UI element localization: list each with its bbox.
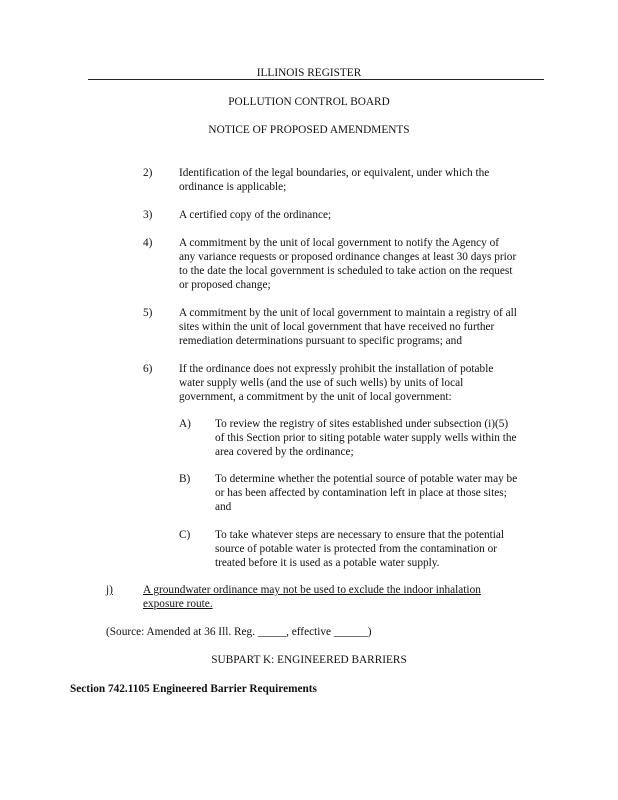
subitem-text-line: or has been affected by contamination left in place at those sites; <box>215 487 507 499</box>
subitem-text-line: To determine whether the potential source of potable water may be <box>215 473 518 485</box>
item-text-line: or proposed change; <box>179 279 271 291</box>
item-text-line: sites within the unit of local government that have received no further <box>179 321 495 333</box>
source-note: (Source: Amended at 36 Ill. Reg. _____, effective ______) <box>106 626 372 638</box>
item-text-line: A commitment by the unit of local government to maintain a registry of all <box>179 307 517 319</box>
item-number: 6) <box>143 363 153 375</box>
subitem-number: B) <box>179 473 191 485</box>
item-number: 2) <box>143 167 153 179</box>
subpart-heading: SUBPART K: ENGINEERED BARRIERS <box>211 654 407 666</box>
register-title: ILLINOIS REGISTER <box>256 67 362 79</box>
item-j-number: j) <box>106 584 113 596</box>
subitem-text-line: To take whatever steps are necessary to ensure that the potential <box>215 529 505 541</box>
item-j-text-line: A groundwater ordinance may not be used to exclude the indoor inhalation <box>143 584 481 596</box>
item-text-line: water supply wells (and the use of such wells) by units of local <box>179 377 464 389</box>
subitem-text-line: of this Section prior to siting potable water supply wells within the <box>215 432 517 444</box>
item-number: 3) <box>143 209 153 221</box>
notice-title: NOTICE OF PROPOSED AMENDMENTS <box>208 124 410 136</box>
subitem-text-line: To review the registry of sites established under subsection (i)(5) <box>215 418 509 430</box>
item-text-line: A certified copy of the ordinance; <box>179 209 332 221</box>
subitem-number: C) <box>179 529 191 541</box>
item-text-line: government, a commitment by the unit of local government: <box>179 391 452 403</box>
item-text-line: A commitment by the unit of local government to notify the Agency of <box>179 237 500 249</box>
item-text-line: If the ordinance does not expressly prohibit the installation of potable <box>179 363 494 375</box>
subitem-text-line: treated before it is used as a potable water supply. <box>215 557 440 569</box>
section-heading: Section 742.1105 Engineered Barrier Requirements <box>70 683 317 695</box>
subitem-text-line: source of potable water is protected from the contamination or <box>215 543 498 555</box>
subitem-text-line: and <box>215 501 232 513</box>
item-text-line: any variance requests or proposed ordinance changes at least 30 days prior <box>179 251 517 263</box>
item-text-line: remediation determinations pursuant to specific programs; and <box>179 335 462 347</box>
item-text-line: ordinance is applicable; <box>179 181 287 193</box>
item-number: 5) <box>143 307 153 319</box>
item-text-line: Identification of the legal boundaries, or equivalent, under which the <box>179 167 490 179</box>
header-rule <box>88 79 544 80</box>
item-number: 4) <box>143 237 153 249</box>
item-j-text-line: exposure route. <box>143 598 213 610</box>
subitem-text-line: area covered by the ordinance; <box>215 446 354 458</box>
item-text-line: to the date the local government is scheduled to take action on the request <box>179 265 513 277</box>
subitem-number: A) <box>179 418 191 430</box>
agency-name: POLLUTION CONTROL BOARD <box>228 96 390 108</box>
